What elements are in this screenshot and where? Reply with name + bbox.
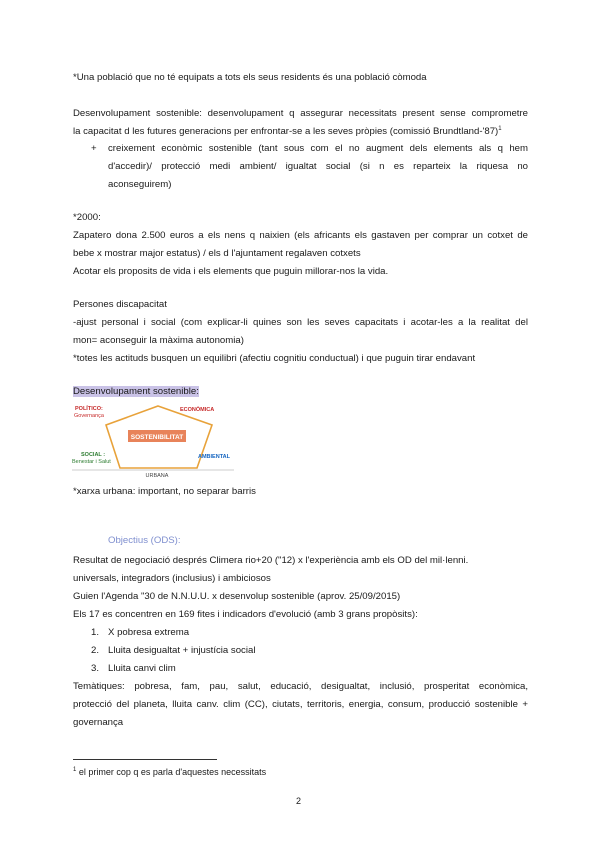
- xarxa-urbana-note: *xarxa urbana: important, no separar barris: [73, 486, 256, 497]
- tematiques-line-1: Temàtiques: pobresa, fam, pau, salut, educació, desigualtat, inclusió, prosperitat econòmica,: [73, 681, 528, 692]
- bullet-line-1: creixement econòmic sostenible (tant sous com el no augment dels elements als q hem: [108, 143, 528, 154]
- sustainability-diagram: [70, 398, 240, 480]
- heading-desenvolupament: [73, 386, 199, 398]
- list-number-2: 2.: [91, 645, 100, 656]
- list-item-1: X pobresa extrema: [108, 627, 190, 638]
- actituds-line: *totes les actituds busquen un equilibri (afectiu cognitiu conductual) i que puguin tirar endavant: [73, 353, 476, 364]
- list-number-1: 1.: [91, 627, 100, 638]
- universals-line: universals, integradors (inclusius) i ambiciosos: [73, 573, 271, 584]
- note-poblacio: *Una població que no té equipats a tots els seus residents és una població còmoda: [73, 72, 427, 83]
- list-number-3: 3.: [91, 663, 100, 674]
- politic-label-2: Governança: [74, 413, 104, 419]
- tematiques-line-2: protecció del planeta, lluita canv. clim (CC), ciutats, territoris, energia, consum, producció sostenible +: [73, 699, 528, 710]
- ajust-line-2: mon= aconseguir la màxima autonomia): [73, 335, 244, 346]
- footnote-text: el primer cop q es parla d'aquestes necessitats: [78, 767, 267, 777]
- ambiental-label: AMBIENTAL: [198, 454, 230, 460]
- list-item-2: Lluita desigualtat + injustícia social: [108, 645, 256, 656]
- zapatero-line-1: Zapatero dona 2.500 euros a els nens q naixien (els africants els gastaven per comprar un cotxet de: [73, 230, 528, 241]
- resultat-line: Resultat de negociació després Climera rio+20 ("12) x l'experiència amb els OD del mil·lenni.: [73, 555, 469, 566]
- definition-line-2: [73, 126, 502, 138]
- agenda-line: Guien l'Agenda "30 de N.N.U.U. x desenvolup sostenible (aprov. 25/09/2015): [73, 591, 401, 602]
- definition-line-1: Desenvolupament sostenible: desenvolupament q assegurar necessitats present sense comprometre: [73, 108, 528, 119]
- bullet-line-3: aconseguirem): [108, 179, 172, 190]
- footnote: [73, 766, 266, 778]
- fites-line: Els 17 es concentren en 169 fites i indicadors d'evolució (amb 3 grans propòsits):: [73, 609, 418, 620]
- footnote-separator: [73, 759, 217, 760]
- economic-label: ECONÒMICA: [180, 407, 215, 413]
- footnote-number: 1: [73, 767, 77, 773]
- zapatero-line-2: bebe x mostrar major estatus) / els d l'ajuntament regalaven cotxets: [73, 248, 361, 259]
- heading-objectius: Objectius (ODS):: [108, 535, 181, 546]
- list-item-3: Lluita canvi clim: [108, 663, 176, 674]
- acotar-line: Acotar els proposits de vida i els elements que puguin millorar-nos la vida.: [73, 266, 389, 277]
- social-label-1: SOCIAL :: [81, 452, 106, 458]
- bullet-line-2: d'accedir)/ protecció medi ambient/ igualtat social (si n es reparteix la riquesa no: [108, 161, 528, 172]
- bullet-marker: +: [91, 143, 97, 154]
- social-label-2: Benestar i Salut: [72, 459, 111, 465]
- ajust-line-1: -ajust personal i social (com explicar-li quines son les seves capacitats i acotar-les a la realitat del: [73, 317, 528, 328]
- tematiques-line-3: governança: [73, 717, 124, 728]
- page-number: 2: [296, 796, 302, 806]
- heading-2000: *2000:: [73, 212, 101, 223]
- heading-discapacitat: Persones discapacitat: [73, 299, 167, 310]
- urbana-label: URBANA: [145, 473, 169, 479]
- center-label: SOSTENIBILITAT: [130, 434, 184, 441]
- politic-label-1: POLÍTICO:: [75, 406, 103, 412]
- definition-line-2-text: la capacitat d les futures generacions per enfrontar-se a les seves pròpies (comissió Brundtland-'87): [73, 126, 499, 137]
- footnote-ref: 1: [498, 125, 502, 132]
- highlighted-heading: Desenvolupament sostenible:: [73, 386, 199, 397]
